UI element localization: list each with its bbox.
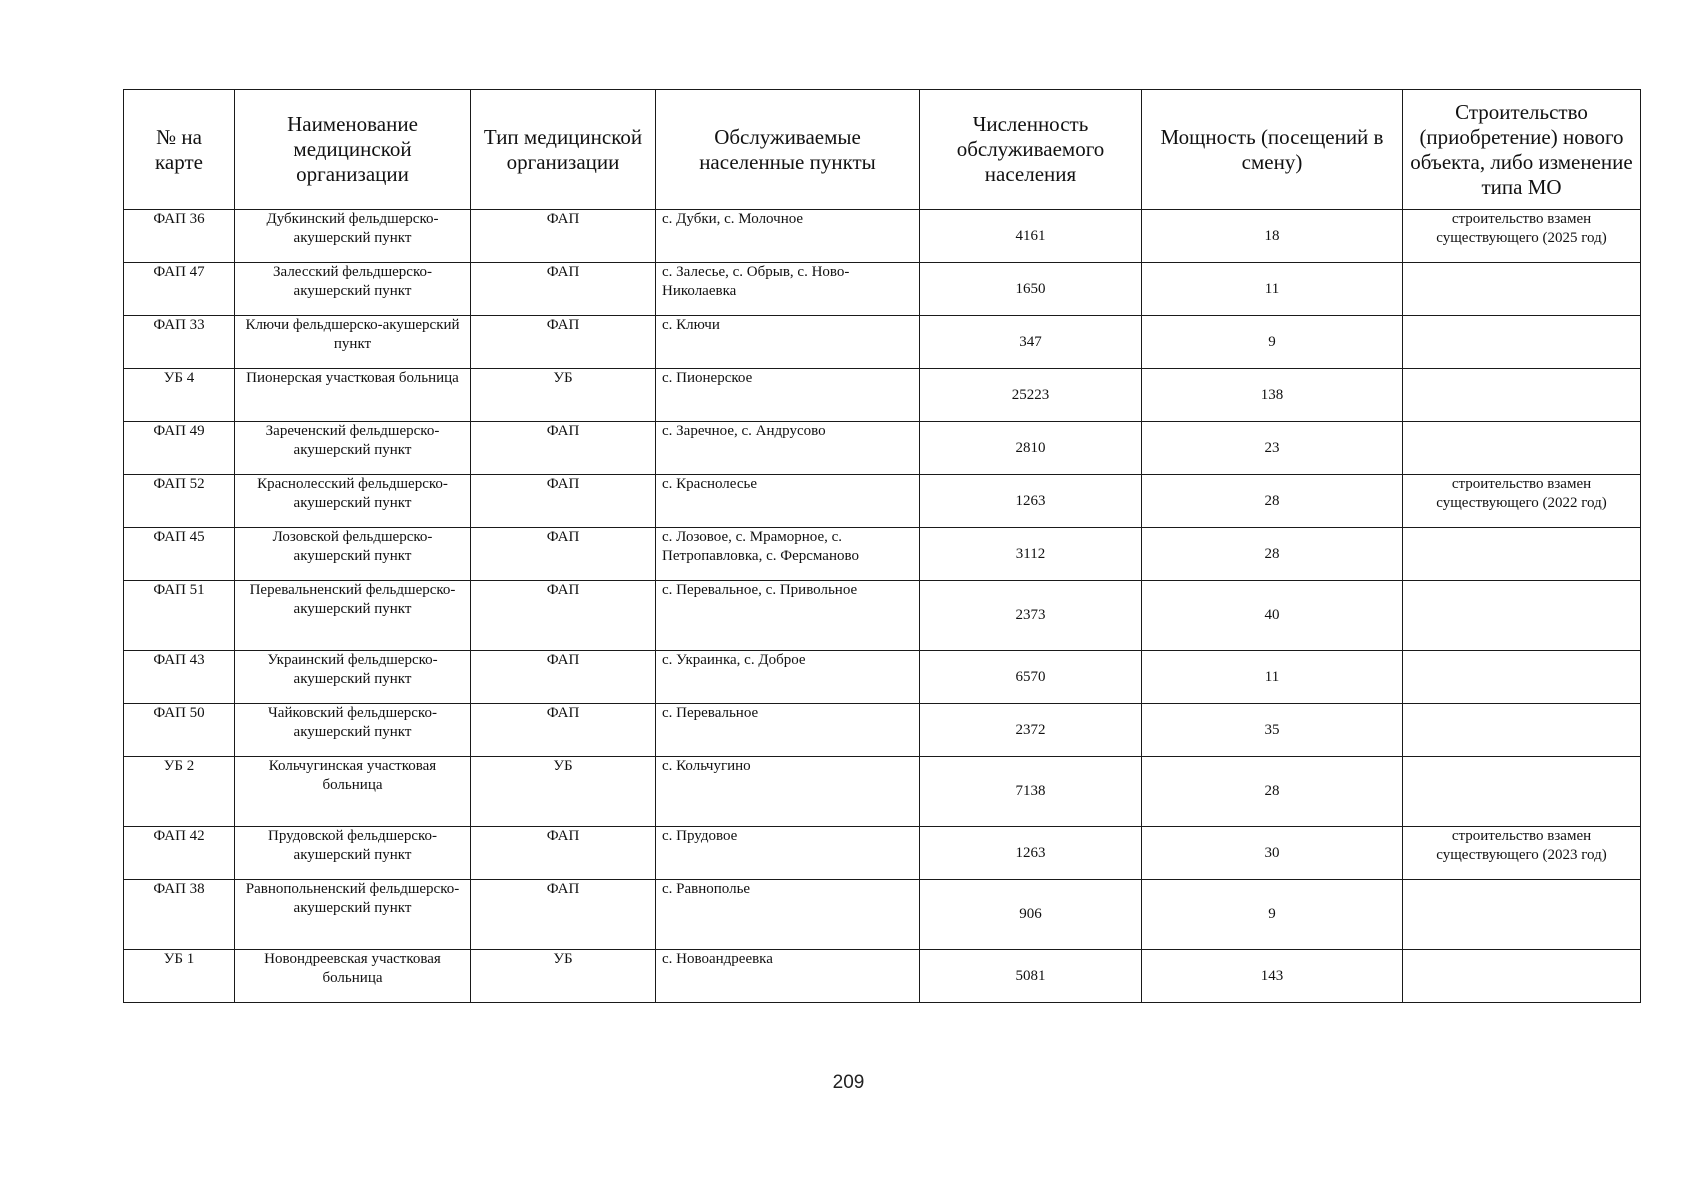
cell-capacity: 23 — [1142, 422, 1403, 475]
cell-capacity: 28 — [1142, 757, 1403, 827]
cell-settlements: с. Новоандреевка — [656, 950, 920, 1003]
cell-map-number: ФАП 45 — [124, 528, 235, 581]
cell-map-number: УБ 1 — [124, 950, 235, 1003]
cell-settlements: с. Перевальное — [656, 704, 920, 757]
cell-organization-type: ФАП — [471, 651, 656, 704]
header-population: Численность обслуживаемого населения — [920, 90, 1142, 210]
cell-map-number: ФАП 50 — [124, 704, 235, 757]
cell-map-number: УБ 4 — [124, 369, 235, 422]
cell-construction — [1403, 528, 1641, 581]
cell-map-number: ФАП 49 — [124, 422, 235, 475]
cell-construction — [1403, 757, 1641, 827]
cell-construction: строительство взамен существующего (2025 год) — [1403, 210, 1641, 263]
table-row — [124, 475, 1641, 528]
cell-capacity: 143 — [1142, 950, 1403, 1003]
cell-capacity: 9 — [1142, 880, 1403, 950]
table-row — [124, 210, 1641, 263]
cell-population: 5081 — [920, 950, 1142, 1003]
cell-organization-type: УБ — [471, 950, 656, 1003]
cell-settlements: с. Прудовое — [656, 827, 920, 880]
cell-map-number: ФАП 38 — [124, 880, 235, 950]
cell-population: 25223 — [920, 369, 1142, 422]
cell-population: 1263 — [920, 475, 1142, 528]
table-row — [124, 880, 1641, 950]
cell-organization-type: УБ — [471, 369, 656, 422]
cell-map-number: ФАП 42 — [124, 827, 235, 880]
medical-organizations-table — [123, 89, 1641, 1003]
cell-capacity: 9 — [1142, 316, 1403, 369]
cell-population: 1263 — [920, 827, 1142, 880]
cell-organization-type: УБ — [471, 757, 656, 827]
cell-organization-name: Дубкинский фельдшерско-акушерский пункт — [235, 210, 471, 263]
cell-capacity: 28 — [1142, 528, 1403, 581]
cell-population: 4161 — [920, 210, 1142, 263]
cell-construction — [1403, 704, 1641, 757]
cell-organization-name: Перевальненский фельдшерско- акушерский пункт — [235, 581, 471, 651]
cell-capacity: 11 — [1142, 651, 1403, 704]
cell-construction — [1403, 263, 1641, 316]
cell-map-number: ФАП 51 — [124, 581, 235, 651]
cell-construction — [1403, 880, 1641, 950]
cell-settlements: с. Перевальное, с. Привольное — [656, 581, 920, 651]
cell-settlements: с. Кольчугино — [656, 757, 920, 827]
cell-organization-type: ФАП — [471, 316, 656, 369]
table-row — [124, 528, 1641, 581]
cell-population: 347 — [920, 316, 1142, 369]
cell-capacity: 30 — [1142, 827, 1403, 880]
header-organization-type: Тип медицинской организации — [471, 90, 656, 210]
cell-organization-name: Кольчугинская участковая больница — [235, 757, 471, 827]
table-row — [124, 827, 1641, 880]
cell-population: 2373 — [920, 581, 1142, 651]
cell-settlements: с. Залесье, с. Обрыв, с. Ново-Николаевка — [656, 263, 920, 316]
table-row — [124, 757, 1641, 827]
table-row — [124, 263, 1641, 316]
cell-capacity: 138 — [1142, 369, 1403, 422]
cell-organization-name: Лозовской фельдшерско-акушерский пункт — [235, 528, 471, 581]
cell-organization-name: Ключи фельдшерско-акушерский пункт — [235, 316, 471, 369]
cell-population: 6570 — [920, 651, 1142, 704]
cell-construction — [1403, 316, 1641, 369]
cell-organization-type: ФАП — [471, 422, 656, 475]
cell-construction — [1403, 950, 1641, 1003]
cell-capacity: 18 — [1142, 210, 1403, 263]
cell-settlements: с. Украинка, с. Доброе — [656, 651, 920, 704]
cell-organization-name: Чайковский фельдшерско-акушерский пункт — [235, 704, 471, 757]
cell-organization-name: Краснолесский фельдшерско-акушерский пункт — [235, 475, 471, 528]
cell-organization-name: Украинский фельдшерско-акушерский пункт — [235, 651, 471, 704]
cell-organization-name: Новондреевская участковая больница — [235, 950, 471, 1003]
cell-organization-type: ФАП — [471, 827, 656, 880]
table-row — [124, 316, 1641, 369]
cell-organization-type: ФАП — [471, 704, 656, 757]
cell-capacity: 11 — [1142, 263, 1403, 316]
cell-capacity: 40 — [1142, 581, 1403, 651]
cell-settlements: с. Краснолесье — [656, 475, 920, 528]
cell-settlements: с. Заречное, с. Андрусово — [656, 422, 920, 475]
cell-organization-name: Залесский фельдшерско-акушерский пункт — [235, 263, 471, 316]
cell-population: 3112 — [920, 528, 1142, 581]
table-row — [124, 651, 1641, 704]
cell-capacity: 35 — [1142, 704, 1403, 757]
table-row — [124, 422, 1641, 475]
header-capacity: Мощность (посещений в смену) — [1142, 90, 1403, 210]
cell-construction: строительство взамен существующего (2022 год) — [1403, 475, 1641, 528]
header-row — [124, 90, 1641, 210]
cell-construction: строительство взамен существующего (2023 год) — [1403, 827, 1641, 880]
cell-capacity: 28 — [1142, 475, 1403, 528]
cell-construction — [1403, 369, 1641, 422]
cell-organization-name: Зареченский фельдшерско-акушерский пункт — [235, 422, 471, 475]
cell-settlements: с. Пионерское — [656, 369, 920, 422]
cell-construction — [1403, 581, 1641, 651]
table-row — [124, 581, 1641, 651]
cell-organization-type: ФАП — [471, 210, 656, 263]
cell-organization-name: Пионерская участковая больница — [235, 369, 471, 422]
cell-map-number: УБ 2 — [124, 757, 235, 827]
cell-construction — [1403, 651, 1641, 704]
cell-organization-name: Прудовской фельдшерско-акушерский пункт — [235, 827, 471, 880]
cell-settlements: с. Ключи — [656, 316, 920, 369]
cell-organization-name: Равнопольненский фельдшерско- акушерский пункт — [235, 880, 471, 950]
cell-map-number: ФАП 36 — [124, 210, 235, 263]
table-row — [124, 369, 1641, 422]
cell-settlements: с. Лозовое, с. Мраморное, с. Петропавловка, с. Ферсманово — [656, 528, 920, 581]
header-construction: Строительство (приобретение) нового объекта, либо изменение типа МО — [1403, 90, 1641, 210]
cell-organization-type: ФАП — [471, 475, 656, 528]
cell-population: 1650 — [920, 263, 1142, 316]
table-header — [124, 90, 1641, 210]
cell-population: 2372 — [920, 704, 1142, 757]
cell-population: 906 — [920, 880, 1142, 950]
cell-settlements: с. Дубки, с. Молочное — [656, 210, 920, 263]
cell-settlements: с. Равнополье — [656, 880, 920, 950]
cell-population: 2810 — [920, 422, 1142, 475]
table-row — [124, 704, 1641, 757]
cell-map-number: ФАП 52 — [124, 475, 235, 528]
cell-organization-type: ФАП — [471, 880, 656, 950]
cell-organization-type: ФАП — [471, 528, 656, 581]
cell-organization-type: ФАП — [471, 263, 656, 316]
cell-map-number: ФАП 47 — [124, 263, 235, 316]
table-row — [124, 950, 1641, 1003]
cell-map-number: ФАП 33 — [124, 316, 235, 369]
table-body — [124, 210, 1641, 1003]
cell-construction — [1403, 422, 1641, 475]
page-number: 209 — [832, 1072, 865, 1093]
cell-population: 7138 — [920, 757, 1142, 827]
cell-organization-type: ФАП — [471, 581, 656, 651]
header-organization-name: Наименование медицинской организации — [235, 90, 471, 210]
cell-map-number: ФАП 43 — [124, 651, 235, 704]
header-settlements: Обслуживаемые населенные пункты — [656, 90, 920, 210]
header-map-number: № на карте — [124, 90, 235, 210]
